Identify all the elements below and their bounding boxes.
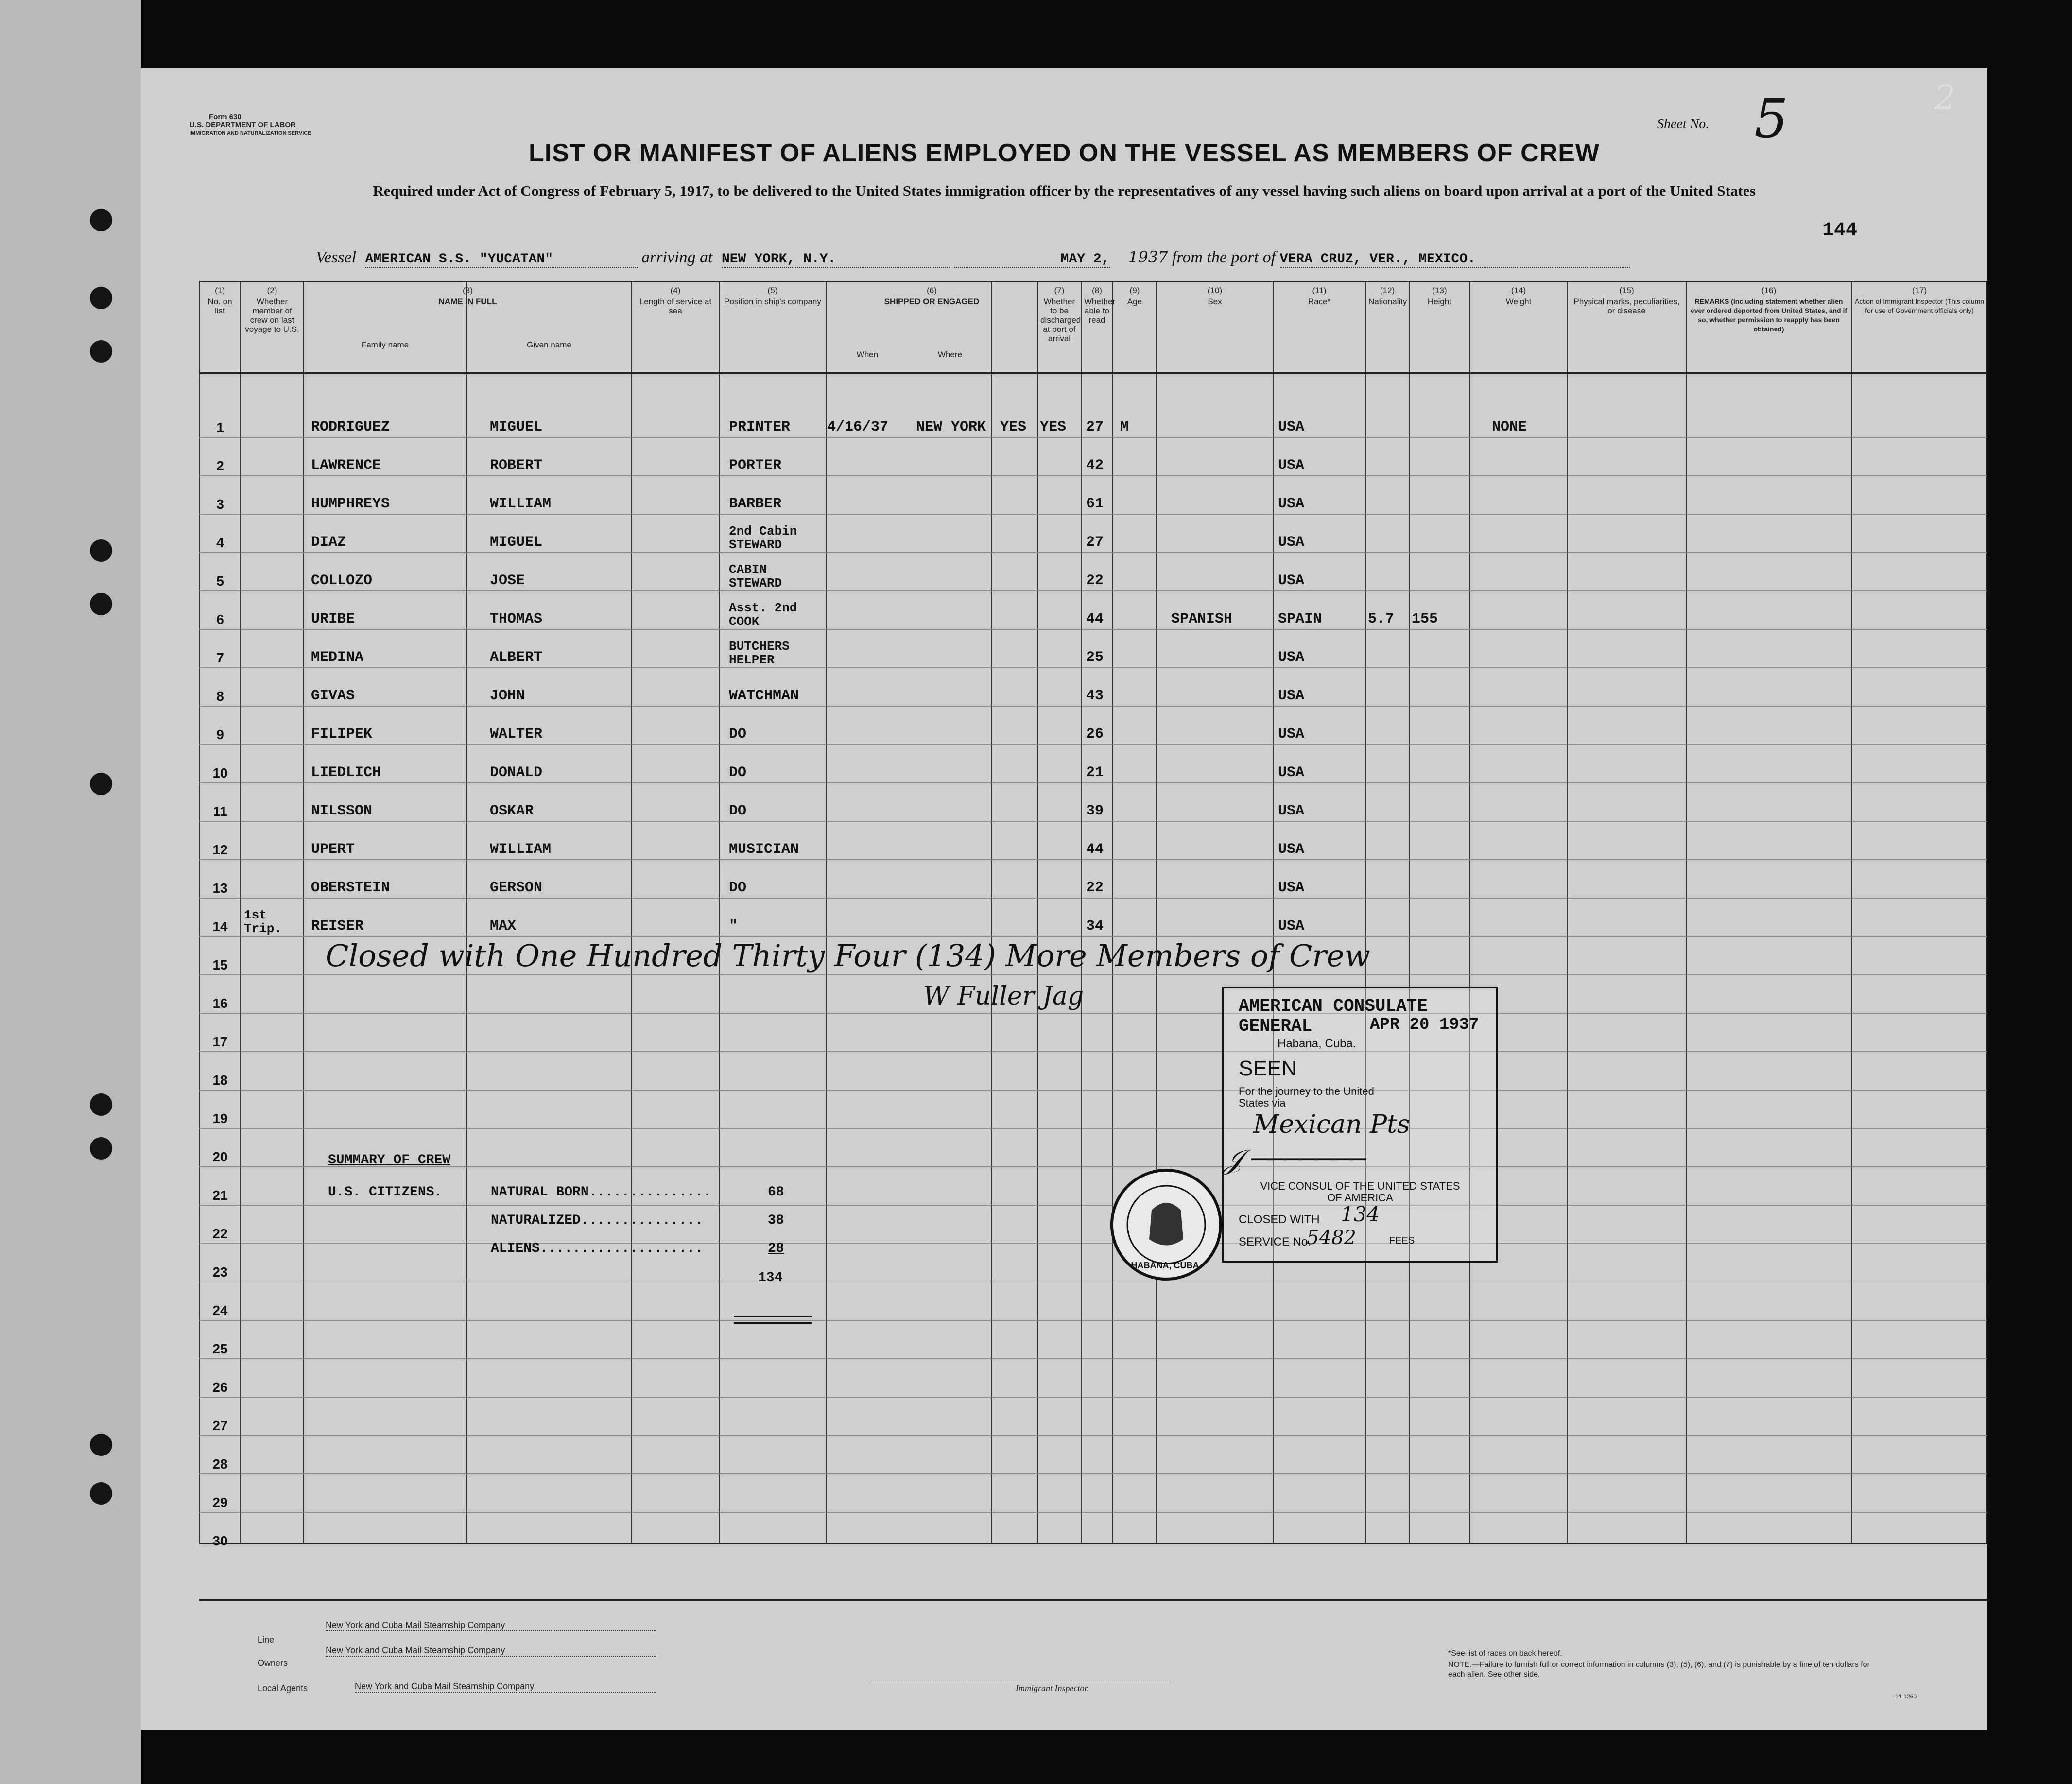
column-label: Action of Immigrant Inspector (This column for use of Government officials only): [1854, 297, 1985, 314]
vessel-name: AMERICAN S.S. "YUCATAN": [365, 252, 638, 268]
position-cell: ": [729, 918, 738, 935]
nationality-cell: USA: [1278, 803, 1305, 819]
column-label: Whether member of crew on last voyage to U.S.: [245, 297, 299, 334]
line-label: Line: [258, 1635, 275, 1645]
family-name-header: Family name: [361, 340, 409, 349]
row-number: 30: [212, 1533, 228, 1548]
footer: [199, 1599, 1987, 1717]
column-header-position: [719, 286, 826, 308]
family-name-cell: NILSSON: [311, 803, 373, 819]
given-name-cell: MIGUEL: [490, 534, 543, 551]
row-number: 27: [212, 1418, 228, 1433]
punch-hole: [90, 773, 112, 795]
column-label: Race*: [1308, 297, 1331, 306]
stamp-vice-consul: VICE CONSUL OF THE UNITED STATES OF AMERICA: [1260, 1180, 1460, 1204]
column-number: (12): [1380, 286, 1395, 295]
column-number: (11): [1312, 286, 1327, 295]
physical-marks-cell: NONE: [1492, 419, 1527, 435]
given-name-cell: JOHN: [490, 688, 525, 704]
family-name-cell: RODRIGUEZ: [311, 419, 390, 435]
natural-born-label: NATURAL BORN...............: [491, 1185, 711, 1200]
owners-value: New York and Cuba Mail Steamship Company: [326, 1645, 656, 1657]
from-label: from the port of: [1172, 248, 1276, 266]
line-value: New York and Cuba Mail Steamship Company: [326, 1620, 656, 1631]
age-cell: 61: [1086, 496, 1104, 512]
arrival-year: 1937: [1128, 248, 1168, 266]
column-number: (5): [767, 286, 778, 295]
nationality-cell: SPAIN: [1278, 611, 1322, 627]
stamp-service-label: SERVICE No.: [1239, 1235, 1311, 1248]
punch-hole: [90, 1482, 112, 1505]
column-label: Length of service at sea: [639, 297, 712, 315]
column-number: (14): [1511, 286, 1526, 295]
arriving-port: NEW YORK, N.Y.: [722, 252, 950, 268]
given-name-cell: ROBERT: [490, 457, 543, 474]
given-name-cell: GERSON: [490, 880, 543, 896]
aliens-count: 28: [768, 1241, 784, 1256]
row-number: 20: [212, 1149, 228, 1164]
shipped-where-header: Where: [937, 350, 963, 359]
column-number: (8): [1092, 286, 1102, 295]
stamp-via: Mexican Pts: [1253, 1110, 1410, 1139]
row-number: 10: [212, 765, 228, 780]
row-number: 6: [216, 612, 224, 627]
owners-label: Owners: [258, 1658, 288, 1668]
column-number: (16): [1761, 286, 1777, 295]
age-cell: 25: [1086, 649, 1104, 666]
family-name-cell: MEDINA: [311, 649, 364, 666]
vice-consul-signature: 𝒥 ───────: [1224, 1144, 1366, 1176]
consulate-stamp: [1222, 987, 1498, 1263]
column-header-inspector-action: [1851, 286, 1987, 317]
height-cell: 5.7: [1368, 611, 1395, 627]
row-number: 22: [212, 1226, 228, 1241]
given-name-cell: DONALD: [490, 764, 543, 781]
punch-hole: [90, 287, 112, 309]
stamp-service-number: 5482: [1307, 1227, 1356, 1249]
column-header-age: [1113, 286, 1157, 308]
total-double-rule: [734, 1316, 812, 1324]
column-header-nationality: [1365, 286, 1409, 308]
corner-mark: 2: [1934, 78, 1956, 118]
column-label: SHIPPED OR ENGAGED: [884, 297, 980, 306]
family-name-cell: LIEDLICH: [311, 764, 381, 781]
vessel-label: Vessel: [316, 248, 357, 266]
row-number: 25: [212, 1341, 228, 1356]
nationality-cell: USA: [1278, 918, 1305, 935]
nationality-cell: USA: [1278, 764, 1305, 781]
given-name-cell: WILLIAM: [490, 841, 552, 858]
family-name-cell: URIBE: [311, 611, 355, 627]
form-service: IMMIGRATION AND NATURALIZATION SERVICE: [190, 130, 311, 136]
column-header-sex: [1157, 286, 1273, 308]
able-to-read-cell: YES: [1040, 419, 1067, 435]
column-label: Physical marks, peculiarities, or disease: [1573, 297, 1680, 315]
row-number: 14: [212, 919, 228, 934]
position-cell: DO: [729, 880, 747, 896]
column-label: Whether to be discharged at port of arrival: [1040, 297, 1081, 343]
family-name-cell: FILIPEK: [311, 726, 373, 743]
position-cell: BUTCHERS HELPER: [729, 639, 790, 667]
row-number: 18: [212, 1073, 228, 1088]
arrival-date: MAY 2,: [954, 252, 1110, 268]
column-label: Position in ship's company: [724, 297, 821, 306]
penalty-note: NOTE.—Failure to furnish full or correct information in columns (3), (5), (6), and (7) is punishable by a fine of ten dollars for each alien. See other side.: [1448, 1661, 1870, 1679]
column-header-able-to-read: [1081, 286, 1116, 327]
punch-hole: [90, 209, 112, 231]
row-number: 21: [212, 1188, 228, 1203]
page-subtitle: Required under Act of Congress of February 5, 1917, to be delivered to the United States immigration officer by the representatives of any vessel having such aliens on board upon arrival at a port of the United States: [373, 182, 1756, 199]
column-header-last-voyage: [241, 286, 304, 336]
row-number: 7: [216, 650, 224, 665]
row-number: 2: [216, 458, 224, 473]
column-label: Height: [1427, 297, 1452, 306]
row-number: 4: [216, 535, 224, 550]
inspector-label: Immigrant Inspector.: [1016, 1683, 1089, 1693]
punch-hole: [90, 340, 112, 363]
given-name-cell: JOSE: [490, 572, 525, 589]
position-cell: 2nd Cabin STEWARD: [729, 524, 797, 552]
handwritten-closing-note: Closed with One Hundred Thirty Four (134) More Members of Crew: [326, 938, 1370, 973]
position-cell: PORTER: [729, 457, 782, 474]
departure-port: VERA CRUZ, VER., MEXICO.: [1280, 252, 1630, 268]
age-cell: 42: [1086, 457, 1104, 474]
row-number: 19: [212, 1111, 228, 1126]
stamp-title: AMERICAN CONSULATE GENERAL: [1239, 996, 1428, 1036]
position-cell: PRINTER: [729, 419, 791, 435]
form-dept: U.S. DEPARTMENT OF LABOR: [190, 121, 296, 129]
family-name-cell: GIVAS: [311, 688, 355, 704]
handwritten-initials: W Fuller Jag: [923, 982, 1084, 1011]
family-name-cell: OBERSTEIN: [311, 880, 390, 896]
punch-hole: [90, 1093, 112, 1116]
age-cell: 43: [1086, 688, 1104, 704]
natural-born-count: 68: [768, 1185, 784, 1200]
race-cell: SPANISH: [1171, 611, 1233, 627]
age-cell: 26: [1086, 726, 1104, 743]
position-cell: CABIN STEWARD: [729, 562, 782, 590]
age-cell: 39: [1086, 803, 1104, 819]
nationality-cell: USA: [1278, 688, 1305, 704]
column-number: (3): [463, 286, 473, 295]
row-number: 15: [212, 957, 228, 972]
given-name-cell: THOMAS: [490, 611, 543, 627]
stamp-closed-with: 134: [1341, 1202, 1380, 1226]
consular-seal: [1108, 1166, 1225, 1283]
column-number: (1): [215, 286, 225, 295]
age-cell: 27: [1086, 534, 1104, 551]
age-cell: 27: [1086, 419, 1104, 435]
column-header-no-on-list: [199, 286, 241, 317]
row-number: 23: [212, 1264, 228, 1280]
column-number: (15): [1619, 286, 1634, 295]
family-name-cell: UPERT: [311, 841, 355, 858]
column-header-remarks: [1686, 286, 1851, 336]
family-name-cell: COLLOZO: [311, 572, 373, 589]
column-header-length-of-service: [632, 286, 719, 317]
column-label: Whether able to read: [1084, 297, 1116, 325]
page-title: LIST OR MANIFEST OF ALIENS EMPLOYED ON THE VESSEL AS MEMBERS OF CREW: [529, 139, 1600, 167]
given-name-cell: WALTER: [490, 726, 543, 743]
age-cell: 34: [1086, 918, 1104, 935]
column-label: No. on list: [207, 297, 232, 315]
position-cell: BARBER: [729, 496, 782, 512]
vessel-line: [316, 248, 1630, 267]
family-name-cell: DIAZ: [311, 534, 346, 551]
column-number: (10): [1207, 286, 1223, 295]
column-number: (7): [1054, 286, 1065, 295]
stamp-seen: SEEN: [1239, 1057, 1297, 1080]
punch-hole: [90, 539, 112, 562]
agents-label: Local Agents: [258, 1683, 308, 1693]
position-cell: MUSICIAN: [729, 841, 799, 858]
row-number: 8: [216, 689, 224, 704]
position-cell: DO: [729, 764, 747, 781]
column-number: (6): [927, 286, 937, 295]
column-header-height: [1409, 286, 1470, 308]
column-number: (4): [670, 286, 681, 295]
age-cell: 22: [1086, 572, 1104, 589]
stamp-journey: For the journey to the United States via: [1239, 1085, 1374, 1109]
family-name-cell: HUMPHREYS: [311, 496, 390, 512]
form-number: Form 630: [209, 113, 242, 121]
column-label: Sex: [1208, 297, 1222, 306]
column-header-discharged: [1037, 286, 1081, 345]
column-number: (9): [1129, 286, 1140, 295]
summary-heading: SUMMARY OF CREW: [328, 1153, 451, 1168]
sex-cell: M: [1120, 419, 1129, 435]
row-number: 1: [216, 420, 224, 435]
row-number: 24: [212, 1303, 228, 1318]
binding-strip: [0, 0, 141, 1784]
punch-hole: [90, 1137, 112, 1160]
age-cell: 44: [1086, 841, 1104, 858]
column-number: (17): [1912, 286, 1927, 295]
form-header-block: [190, 113, 311, 138]
column-label: REMARKS (Including statement whether alien ever ordered deported from United States, and if so, whether permission to reapply has been obtained): [1690, 297, 1848, 333]
row-number: 11: [213, 804, 227, 819]
row-number: 9: [216, 727, 224, 742]
column-header-physical-marks: [1567, 286, 1686, 317]
row-number: 29: [212, 1495, 228, 1510]
column-header-shipped-or-engaged: [826, 286, 1037, 308]
nationality-cell: USA: [1278, 649, 1305, 666]
aliens-label: ALIENS....................: [491, 1241, 703, 1256]
punch-hole: [90, 593, 112, 615]
row-number: 16: [212, 996, 228, 1011]
column-header-race: [1273, 286, 1365, 308]
given-name-header: Given name: [527, 340, 571, 349]
family-name-cell: LAWRENCE: [311, 457, 381, 474]
nationality-cell: USA: [1278, 534, 1305, 551]
races-note: *See list of races on back hereof.: [1448, 1649, 1562, 1658]
stamp-city: Habana, Cuba.: [1278, 1037, 1356, 1050]
family-name-cell: REISER: [311, 918, 364, 935]
given-name-cell: ALBERT: [490, 649, 543, 666]
nationality-cell: USA: [1278, 496, 1305, 512]
row-number: 5: [216, 573, 224, 589]
form-code: 14-1260: [1895, 1693, 1917, 1700]
stamp-date: APR 20 1937: [1370, 1016, 1479, 1034]
row-number: 17: [212, 1034, 228, 1049]
nationality-cell: USA: [1278, 726, 1305, 743]
sheet-number: 5: [1754, 87, 1788, 150]
column-label: NAME IN FULL: [438, 297, 497, 306]
given-name-cell: MAX: [490, 918, 517, 935]
column-label: Age: [1127, 297, 1142, 306]
discharged-cell: YES: [1000, 419, 1027, 435]
row-number: 3: [216, 497, 224, 512]
agents-value: New York and Cuba Mail Steamship Company: [355, 1681, 656, 1693]
position-cell: WATCHMAN: [729, 688, 799, 704]
row-number: 28: [212, 1456, 228, 1472]
given-name-cell: OSKAR: [490, 803, 534, 819]
column-number: (2): [267, 286, 277, 295]
column-header-name-in-full: [304, 286, 632, 308]
last-voyage-cell: 1st Trip.: [244, 908, 282, 936]
given-name-cell: WILLIAM: [490, 496, 552, 512]
seal-text: HABANA, CUBA.: [1131, 1261, 1202, 1270]
nationality-cell: USA: [1278, 419, 1305, 435]
column-label: Nationality: [1368, 297, 1407, 306]
shipped-where-cell: NEW YORK: [916, 419, 986, 435]
shipped-when-header: When: [856, 350, 879, 359]
nationality-cell: USA: [1278, 841, 1305, 858]
row-number: 13: [212, 881, 228, 896]
sheet-label: Sheet No.: [1657, 117, 1709, 132]
age-cell: 44: [1086, 611, 1104, 627]
age-cell: 22: [1086, 880, 1104, 896]
page-stamp-number: 144: [1822, 220, 1858, 242]
stamp-fees-label: FEES: [1389, 1235, 1415, 1246]
nationality-cell: USA: [1278, 572, 1305, 589]
position-cell: DO: [729, 803, 747, 819]
column-header-weight: [1470, 286, 1567, 308]
position-cell: Asst. 2nd COOK: [729, 601, 797, 629]
summary-citizens-label: U.S. CITIZENS.: [328, 1185, 443, 1200]
position-cell: DO: [729, 726, 747, 743]
age-cell: 21: [1086, 764, 1104, 781]
manifest-sheet: [141, 68, 1987, 1730]
row-number: 12: [212, 842, 228, 857]
nationality-cell: USA: [1278, 880, 1305, 896]
naturalized-count: 38: [768, 1213, 784, 1228]
punch-hole: [90, 1434, 112, 1456]
stamp-closed-with-label: CLOSED WITH: [1239, 1213, 1320, 1226]
column-label: Weight: [1505, 297, 1532, 306]
naturalized-label: NATURALIZED...............: [491, 1213, 703, 1228]
weight-cell: 155: [1412, 611, 1438, 627]
shipped-when-cell: 4/16/37: [827, 419, 889, 435]
nationality-cell: USA: [1278, 457, 1305, 474]
row-number: 26: [212, 1380, 228, 1395]
given-name-cell: MIGUEL: [490, 419, 543, 435]
arriving-label: arriving at: [641, 248, 713, 266]
crew-total: 134: [758, 1270, 783, 1285]
column-number: (13): [1432, 286, 1447, 295]
